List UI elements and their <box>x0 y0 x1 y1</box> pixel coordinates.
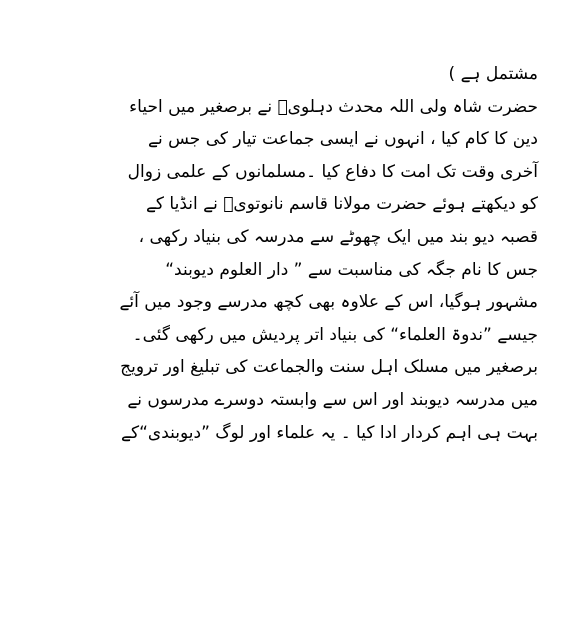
text-line-5: کو دیکھتے ہوئے حضرت مولانا قاسم نانوتویؒ نے انڈیا کے <box>145 194 538 215</box>
text-line-3: دین کا کام کیا ، انہوں نے ایسی جماعت تیار کی جس نے <box>148 129 538 150</box>
text-line-9: جیسے ”ندوۃ العلماء“ کی بنیاد اتر پردیش میں رکھی گئی۔ <box>132 324 538 345</box>
text-line-6: قصبہ دیو بند میں ایک چھوٹے سے مدرسہ کی بنیاد رکھی ، <box>138 226 538 247</box>
text-line-11: میں مدرسہ دیوبند اور اس سے وابستہ دوسرے مدرسوں نے <box>127 389 538 410</box>
text-line-12: بہت ہی اہم کردار ادا کیا ۔ یہ علماء اور لوگ ”دیوبندی“کے <box>121 422 538 443</box>
text-line-1: مشتمل ہے ) <box>448 64 538 84</box>
text-line-7: جس کا نام جگہ کی مناسبت سے ” دار العلوم دیوبند“ <box>165 259 538 280</box>
text-line-10: برصغیر میں مسلک اہل سنت والجماعت کی تبلیغ اور ترویج <box>120 357 538 378</box>
text-line-8: مشہور ہوگیا، اس کے علاوہ بھی کچھ مدرسے وجود میں آئے <box>119 292 538 313</box>
text-line-4: آخری وقت تک امت کا دفاع کیا ۔مسلمانوں کے علمی زوال <box>127 161 538 182</box>
urdu-text-block <box>40 58 538 449</box>
text-line-2: حضرت شاہ ولی اللہ محدث دہلویؒ نے برصغیر میں احیاء <box>129 96 538 117</box>
